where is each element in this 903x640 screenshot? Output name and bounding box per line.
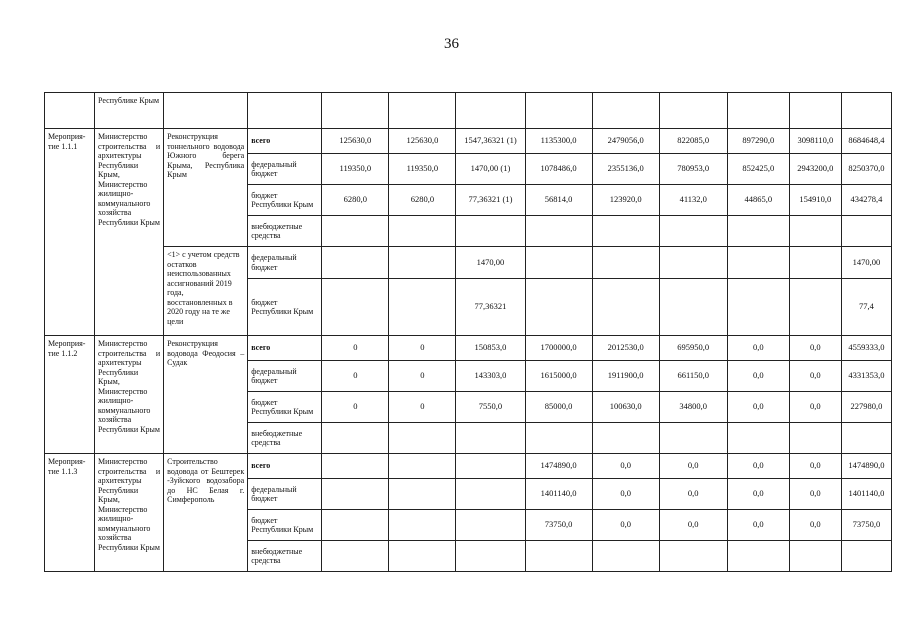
value-cell bbox=[389, 479, 456, 510]
value-cell: 85000,0 bbox=[525, 392, 592, 423]
value-cell bbox=[322, 247, 389, 279]
funding-type: всего bbox=[248, 129, 322, 154]
measure-name: Реконструкция тоннельного водовода Южного берега Крыма, Республика Крым bbox=[164, 129, 248, 247]
value-cell bbox=[789, 279, 841, 336]
value-cell bbox=[389, 541, 456, 572]
value-cell: 77,36321 (1) bbox=[456, 185, 525, 216]
value-cell: 119350,0 bbox=[389, 154, 456, 185]
value-cell: 0,0 bbox=[789, 454, 841, 479]
code-cell bbox=[45, 93, 95, 129]
value-cell: 695950,0 bbox=[659, 336, 727, 361]
value-cell: 1470,00 bbox=[841, 247, 891, 279]
measure-code: Мероприя-тие 1.1.3 bbox=[45, 454, 95, 572]
value-cell: 6280,0 bbox=[389, 185, 456, 216]
financing-table bbox=[44, 92, 892, 572]
value-cell bbox=[389, 510, 456, 541]
value-cell: 0,0 bbox=[789, 479, 841, 510]
value-cell bbox=[841, 216, 891, 247]
empty-cell bbox=[727, 93, 789, 129]
value-cell bbox=[659, 247, 727, 279]
empty-cell bbox=[841, 93, 891, 129]
funding-type: внебюджетные средства bbox=[248, 216, 322, 247]
value-cell: 227980,0 bbox=[841, 392, 891, 423]
value-cell bbox=[525, 247, 592, 279]
value-cell: 41132,0 bbox=[659, 185, 727, 216]
value-cell: 1700000,0 bbox=[525, 336, 592, 361]
value-cell: 897290,0 bbox=[727, 129, 789, 154]
value-cell bbox=[727, 247, 789, 279]
org-cell: Республике Крым bbox=[95, 93, 164, 129]
value-cell bbox=[592, 216, 659, 247]
funding-type: бюджет Республики Крым bbox=[248, 510, 322, 541]
empty-cell bbox=[592, 93, 659, 129]
value-cell bbox=[659, 541, 727, 572]
funding-type: бюджет Республики Крым bbox=[248, 185, 322, 216]
value-cell bbox=[456, 454, 525, 479]
value-cell bbox=[525, 423, 592, 454]
value-cell: 125630,0 bbox=[322, 129, 389, 154]
value-cell: 2479056,0 bbox=[592, 129, 659, 154]
measure-name: Реконструкция водовода Феодосия – Судак bbox=[164, 336, 248, 454]
value-cell: 0,0 bbox=[727, 454, 789, 479]
value-cell: 154910,0 bbox=[789, 185, 841, 216]
empty-cell bbox=[659, 93, 727, 129]
table-row bbox=[45, 129, 892, 154]
value-cell: 1474890,0 bbox=[525, 454, 592, 479]
empty-cell bbox=[389, 93, 456, 129]
page-number: 36 bbox=[444, 36, 459, 52]
value-cell bbox=[322, 479, 389, 510]
empty-cell bbox=[789, 93, 841, 129]
value-cell: 73750,0 bbox=[841, 510, 891, 541]
value-cell bbox=[389, 423, 456, 454]
value-cell: 1474890,0 bbox=[841, 454, 891, 479]
funding-type: внебюджетные средства bbox=[248, 541, 322, 572]
measure-name: Строительство водовода от Бештерек -Зуйского водозабора до НС Белая г. Симферополь bbox=[164, 454, 248, 572]
value-cell: 123920,0 bbox=[592, 185, 659, 216]
funding-type: всего bbox=[248, 336, 322, 361]
value-cell: 0,0 bbox=[727, 361, 789, 392]
value-cell bbox=[456, 510, 525, 541]
responsible-org: Министерство строительства и архитектуры Республики Крым, Министерство жилищно-коммунального хозяйства Республики Крым bbox=[95, 129, 164, 336]
value-cell: 44865,0 bbox=[727, 185, 789, 216]
value-cell: 0 bbox=[389, 336, 456, 361]
value-cell bbox=[456, 541, 525, 572]
value-cell: 780953,0 bbox=[659, 154, 727, 185]
funding-type: федеральный бюджет bbox=[248, 154, 322, 185]
value-cell bbox=[789, 216, 841, 247]
funding-type: федеральный бюджет bbox=[248, 361, 322, 392]
value-cell: 2355136,0 bbox=[592, 154, 659, 185]
value-cell: 119350,0 bbox=[322, 154, 389, 185]
measure-code: Мероприя-тие 1.1.1 bbox=[45, 129, 95, 336]
value-cell: 0 bbox=[322, 361, 389, 392]
responsible-org: Министерство строительства и архитектуры Республики Крым, Министерство жилищно-коммунального хозяйства Республики Крым bbox=[95, 336, 164, 454]
value-cell: 0,0 bbox=[592, 454, 659, 479]
value-cell: 4331353,0 bbox=[841, 361, 891, 392]
value-cell: 0,0 bbox=[592, 479, 659, 510]
value-cell bbox=[322, 454, 389, 479]
value-cell: 1401140,0 bbox=[841, 479, 891, 510]
value-cell bbox=[727, 541, 789, 572]
value-cell: 1615000,0 bbox=[525, 361, 592, 392]
value-cell: 0,0 bbox=[659, 510, 727, 541]
value-cell bbox=[322, 423, 389, 454]
value-cell: 1078486,0 bbox=[525, 154, 592, 185]
value-cell: 125630,0 bbox=[389, 129, 456, 154]
value-cell bbox=[456, 216, 525, 247]
value-cell: 0 bbox=[389, 392, 456, 423]
value-cell: 0,0 bbox=[789, 392, 841, 423]
value-cell: 100630,0 bbox=[592, 392, 659, 423]
funding-type: внебюджетные средства bbox=[248, 423, 322, 454]
note-text: <1> с учетом средств остатков неиспользованных ассигнований 2019 года, восстановленных в 2020 году на те же цели bbox=[164, 247, 248, 336]
value-cell bbox=[525, 216, 592, 247]
value-cell: 143303,0 bbox=[456, 361, 525, 392]
value-cell bbox=[456, 479, 525, 510]
value-cell: 0 bbox=[322, 336, 389, 361]
value-cell: 0,0 bbox=[727, 510, 789, 541]
value-cell: 34800,0 bbox=[659, 392, 727, 423]
value-cell: 7550,0 bbox=[456, 392, 525, 423]
funding-type: федеральный бюджет bbox=[248, 479, 322, 510]
value-cell bbox=[727, 279, 789, 336]
value-cell: 822085,0 bbox=[659, 129, 727, 154]
value-cell bbox=[456, 423, 525, 454]
value-cell bbox=[389, 247, 456, 279]
value-cell bbox=[789, 247, 841, 279]
empty-cell bbox=[525, 93, 592, 129]
value-cell bbox=[592, 279, 659, 336]
value-cell: 6280,0 bbox=[322, 185, 389, 216]
value-cell: 73750,0 bbox=[525, 510, 592, 541]
value-cell: 8250370,0 bbox=[841, 154, 891, 185]
responsible-org: Министерство строительства и архитектуры Республики Крым, Министерство жилищно-коммунального хозяйства Республики Крым bbox=[95, 454, 164, 572]
value-cell: 1401140,0 bbox=[525, 479, 592, 510]
value-cell: 0 bbox=[389, 361, 456, 392]
value-cell: 0,0 bbox=[659, 479, 727, 510]
value-cell: 1547,36321 (1) bbox=[456, 129, 525, 154]
value-cell: 3098110,0 bbox=[789, 129, 841, 154]
funding-type: федеральный бюджет bbox=[248, 247, 322, 279]
value-cell: 77,4 bbox=[841, 279, 891, 336]
value-cell bbox=[592, 247, 659, 279]
value-cell bbox=[322, 510, 389, 541]
value-cell: 0 bbox=[322, 392, 389, 423]
value-cell bbox=[525, 541, 592, 572]
table-row bbox=[45, 336, 892, 361]
value-cell: 661150,0 bbox=[659, 361, 727, 392]
value-cell: 1911900,0 bbox=[592, 361, 659, 392]
value-cell bbox=[727, 216, 789, 247]
value-cell: 0,0 bbox=[727, 479, 789, 510]
value-cell: 0,0 bbox=[789, 336, 841, 361]
value-cell: 4559333,0 bbox=[841, 336, 891, 361]
value-cell bbox=[389, 279, 456, 336]
value-cell: 2012530,0 bbox=[592, 336, 659, 361]
measure-code: Мероприя-тие 1.1.2 bbox=[45, 336, 95, 454]
empty-cell bbox=[456, 93, 525, 129]
value-cell bbox=[841, 423, 891, 454]
value-cell: 150853,0 bbox=[456, 336, 525, 361]
value-cell bbox=[322, 216, 389, 247]
value-cell bbox=[659, 423, 727, 454]
value-cell bbox=[322, 541, 389, 572]
empty-cell bbox=[248, 93, 322, 129]
value-cell: 0,0 bbox=[789, 510, 841, 541]
table-row bbox=[45, 454, 892, 479]
value-cell: 1135300,0 bbox=[525, 129, 592, 154]
value-cell: 0,0 bbox=[592, 510, 659, 541]
value-cell: 1470,00 (1) bbox=[456, 154, 525, 185]
value-cell: 852425,0 bbox=[727, 154, 789, 185]
value-cell: 0,0 bbox=[659, 454, 727, 479]
funding-type: бюджет Республики Крым bbox=[248, 392, 322, 423]
value-cell bbox=[789, 423, 841, 454]
empty-cell bbox=[322, 93, 389, 129]
value-cell: 77,36321 bbox=[456, 279, 525, 336]
table-row bbox=[45, 93, 892, 129]
value-cell bbox=[727, 423, 789, 454]
value-cell: 1470,00 bbox=[456, 247, 525, 279]
funding-type: всего bbox=[248, 454, 322, 479]
value-cell bbox=[592, 423, 659, 454]
value-cell: 0,0 bbox=[789, 361, 841, 392]
value-cell: 434278,4 bbox=[841, 185, 891, 216]
table-row bbox=[45, 247, 892, 279]
value-cell: 56814,0 bbox=[525, 185, 592, 216]
value-cell bbox=[841, 541, 891, 572]
value-cell: 0,0 bbox=[727, 336, 789, 361]
value-cell: 2943200,0 bbox=[789, 154, 841, 185]
value-cell: 8684648,4 bbox=[841, 129, 891, 154]
value-cell bbox=[789, 541, 841, 572]
value-cell bbox=[389, 454, 456, 479]
value-cell bbox=[592, 541, 659, 572]
funding-type: бюджет Республики Крым bbox=[248, 279, 322, 336]
value-cell: 0,0 bbox=[727, 392, 789, 423]
value-cell bbox=[322, 279, 389, 336]
value-cell bbox=[659, 216, 727, 247]
value-cell bbox=[389, 216, 456, 247]
value-cell bbox=[659, 279, 727, 336]
empty-cell bbox=[164, 93, 248, 129]
value-cell bbox=[525, 279, 592, 336]
